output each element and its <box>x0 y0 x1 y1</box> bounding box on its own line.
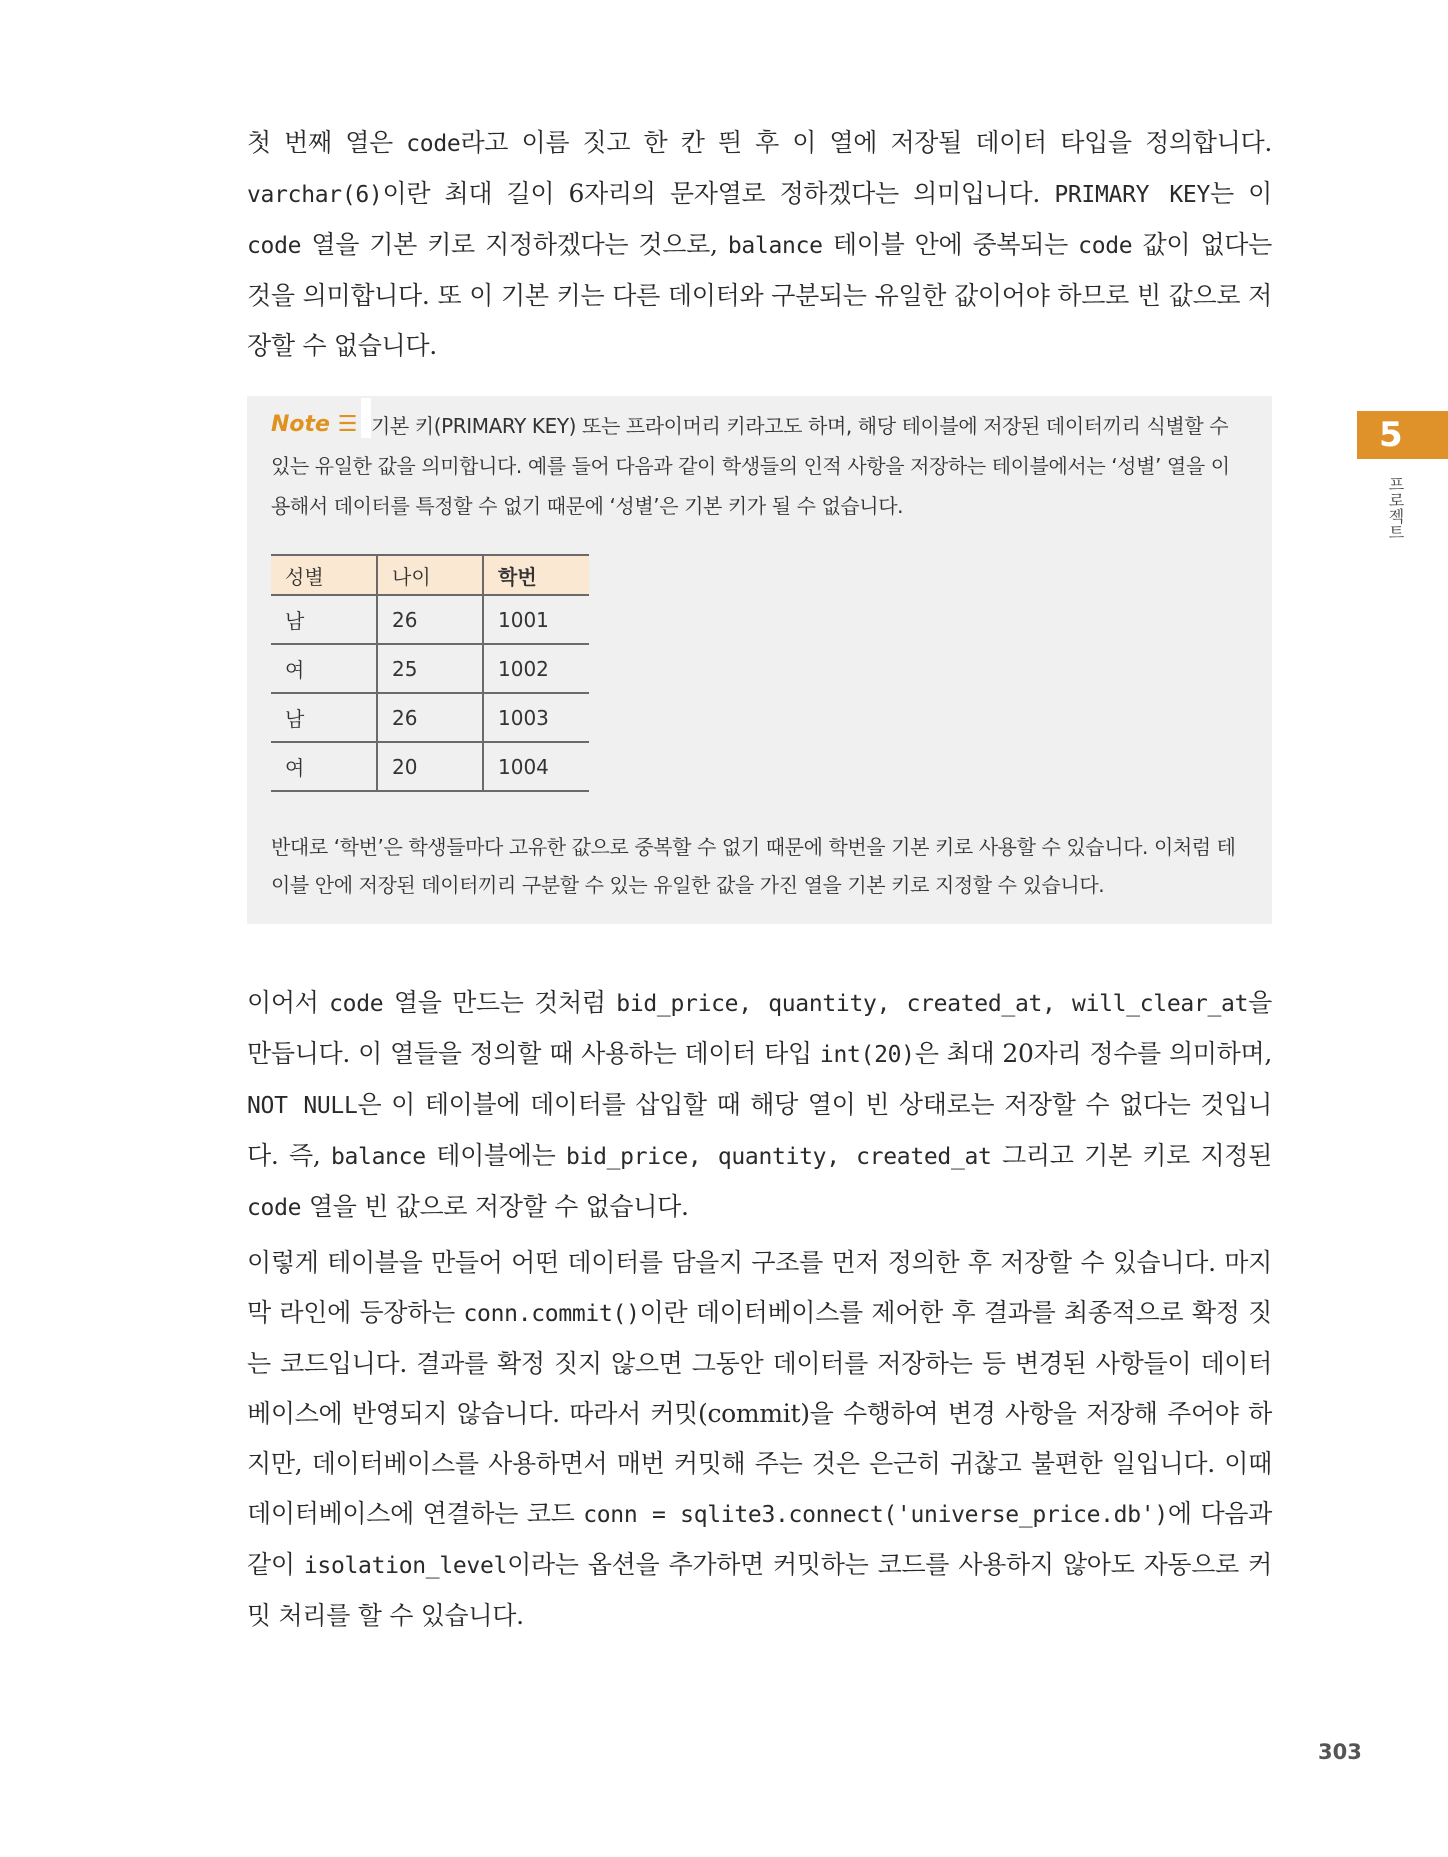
inline-code: int(20) <box>819 1042 915 1068</box>
table-row <box>271 595 589 644</box>
inline-code: NOT NULL <box>247 1093 358 1119</box>
table-cell: 26 <box>377 693 483 742</box>
inline-code: varchar(6) <box>247 182 383 208</box>
note-label: Note ☰ <box>271 412 358 437</box>
text-span: 그리고 기본 키로 지정된 <box>991 1141 1272 1170</box>
text-span: 라고 이름 짓고 한 칸 띈 후 이 열에 저장될 데이터 타입을 정의합니다. <box>460 128 1272 157</box>
table-cell: 20 <box>377 742 483 791</box>
text-span: 열을 만드는 것처럼 <box>383 988 617 1017</box>
text-span: 이란 최대 길이 6자리의 문자열로 정하겠다는 의미입니다. <box>382 179 1055 208</box>
text-span: 테이블 안에 중복되는 <box>822 230 1079 259</box>
table-cell: 25 <box>377 644 483 693</box>
text-span: 은 이 테이블에 데이터를 삽입할 때 해당 열이 빈 상태로는 저장할 수 없다는 것입니다. 즉, <box>247 1090 1272 1170</box>
table-cell: 26 <box>377 595 483 644</box>
inline-code: code <box>247 233 302 259</box>
page-number: 303 <box>1318 1740 1362 1764</box>
text-span: 을 만듭니다. 이 열들을 정의할 때 사용하는 데이터 타입 <box>247 988 1273 1068</box>
inline-code: code <box>329 991 384 1017</box>
inline-code: code <box>1078 233 1133 259</box>
chapter-tab: 5 <box>1357 411 1448 459</box>
text-span: 열을 빈 값으로 저장할 수 없습니다. <box>301 1192 689 1221</box>
inline-code: conn.commit() <box>463 1301 640 1327</box>
note-box <box>247 396 1272 924</box>
text-span: 이렇게 테이블을 만들어 어떤 데이터를 담을지 구조를 먼저 정의한 후 저장할 수 있습니다. 마지막 라인에 등장하는 <box>247 1248 1272 1327</box>
student-table <box>271 554 589 792</box>
text-span: 테이블에는 <box>425 1141 566 1170</box>
text-span: 값이 없다는 것을 의미합니다. 또 이 기본 키는 다른 데이터와 구분되는 유일한 값이어야 하므로 빈 값으로 저장할 수 없습니다. <box>247 230 1272 360</box>
table-cell: 1002 <box>483 644 589 693</box>
inline-code: isolation_level <box>303 1553 508 1579</box>
table-row <box>271 644 589 693</box>
paragraph-commit <box>247 1238 1272 1641</box>
table-cell: 여 <box>271 742 377 791</box>
text-span: 은 최대 20자리 정수를 의미하며, <box>914 1039 1272 1068</box>
table-cell: 1003 <box>483 693 589 742</box>
note-divider <box>361 398 371 438</box>
inline-code: bid_price, quantity, created_at <box>565 1144 992 1170</box>
text-span: 열을 기본 키로 지정하겠다는 것으로, <box>301 230 728 259</box>
header-age: 나이 <box>377 555 483 595</box>
table-cell: 1004 <box>483 742 589 791</box>
header-student-id: 학번 <box>483 555 589 595</box>
text-span: 이란 데이터베이스를 제어한 후 결과를 최종적으로 확정 짓는 코드입니다. 결과를 확정 짓지 않으면 그동안 데이터를 저장하는 등 변경된 사항들이 데이터베이스에 반영되지 않습니다. 따라서 커밋(commit)을 수행하여 변경 사항을 저장해 주어야 하지만, 데이터베이스를 사용하면서 매번 커밋해 주는 것은 은근히 귀찮고 불편한 일입니다. 이때 데이터베이스에 연결하는 코드 <box>247 1298 1272 1528</box>
table-cell: 1001 <box>483 595 589 644</box>
table-row <box>271 693 589 742</box>
inline-code: conn = sqlite3.connect('universe_price.db') <box>583 1502 1168 1528</box>
inline-code: balance <box>727 233 823 259</box>
inline-code: code <box>247 1195 302 1221</box>
table-cell: 남 <box>271 693 377 742</box>
inline-code: balance <box>330 1144 426 1170</box>
table-row <box>271 742 589 791</box>
chapter-name: 프로젝트 <box>1386 476 1405 540</box>
text-span: 에 다음과 같이 <box>247 1499 1272 1579</box>
text-span: 첫 번째 열은 <box>247 128 407 157</box>
paragraph-primary-key <box>247 118 1272 371</box>
table-header-row <box>271 555 589 595</box>
text-span: 이어서 <box>247 988 330 1017</box>
table-cell: 여 <box>271 644 377 693</box>
inline-code: PRIMARY KEY <box>1054 182 1210 208</box>
table-cell: 남 <box>271 595 377 644</box>
note-text: 기본 키(PRIMARY KEY) 또는 프라이머리 키라고도 하며, 해당 테이블에 저장된 데이터끼리 식별할 수 있는 유일한 값을 의미합니다. 예를 들어 다음과 같이 학생들의 인적 사항을 저장하는 테이블에서는 ‘성별’ 열을 이용해서 데이터를 특정할 수 없기 때문에 ‘성별’은 기본 키가 될 수 없습니다. <box>271 414 1230 518</box>
inline-code: code <box>406 131 461 157</box>
inline-code: bid_price, quantity, created_at, will_clear_at <box>616 991 1249 1017</box>
header-gender: 성별 <box>271 555 377 595</box>
text-span: 이라는 옵션을 추가하면 커밋하는 코드를 사용하지 않아도 자동으로 커밋 처리를 할 수 있습니다. <box>247 1550 1272 1630</box>
text-span: 는 이 <box>1210 179 1272 208</box>
paragraph-columns <box>247 978 1272 1233</box>
note-conclusion: 반대로 ‘학번’은 학생들마다 고유한 값으로 중복할 수 없기 때문에 학번을 기본 키로 사용할 수 있습니다. 이처럼 테이블 안에 저장된 데이터끼리 구분할 수 있는 유일한 값을 가진 열을 기본 키로 지정할 수 있습니다. <box>271 835 1236 897</box>
